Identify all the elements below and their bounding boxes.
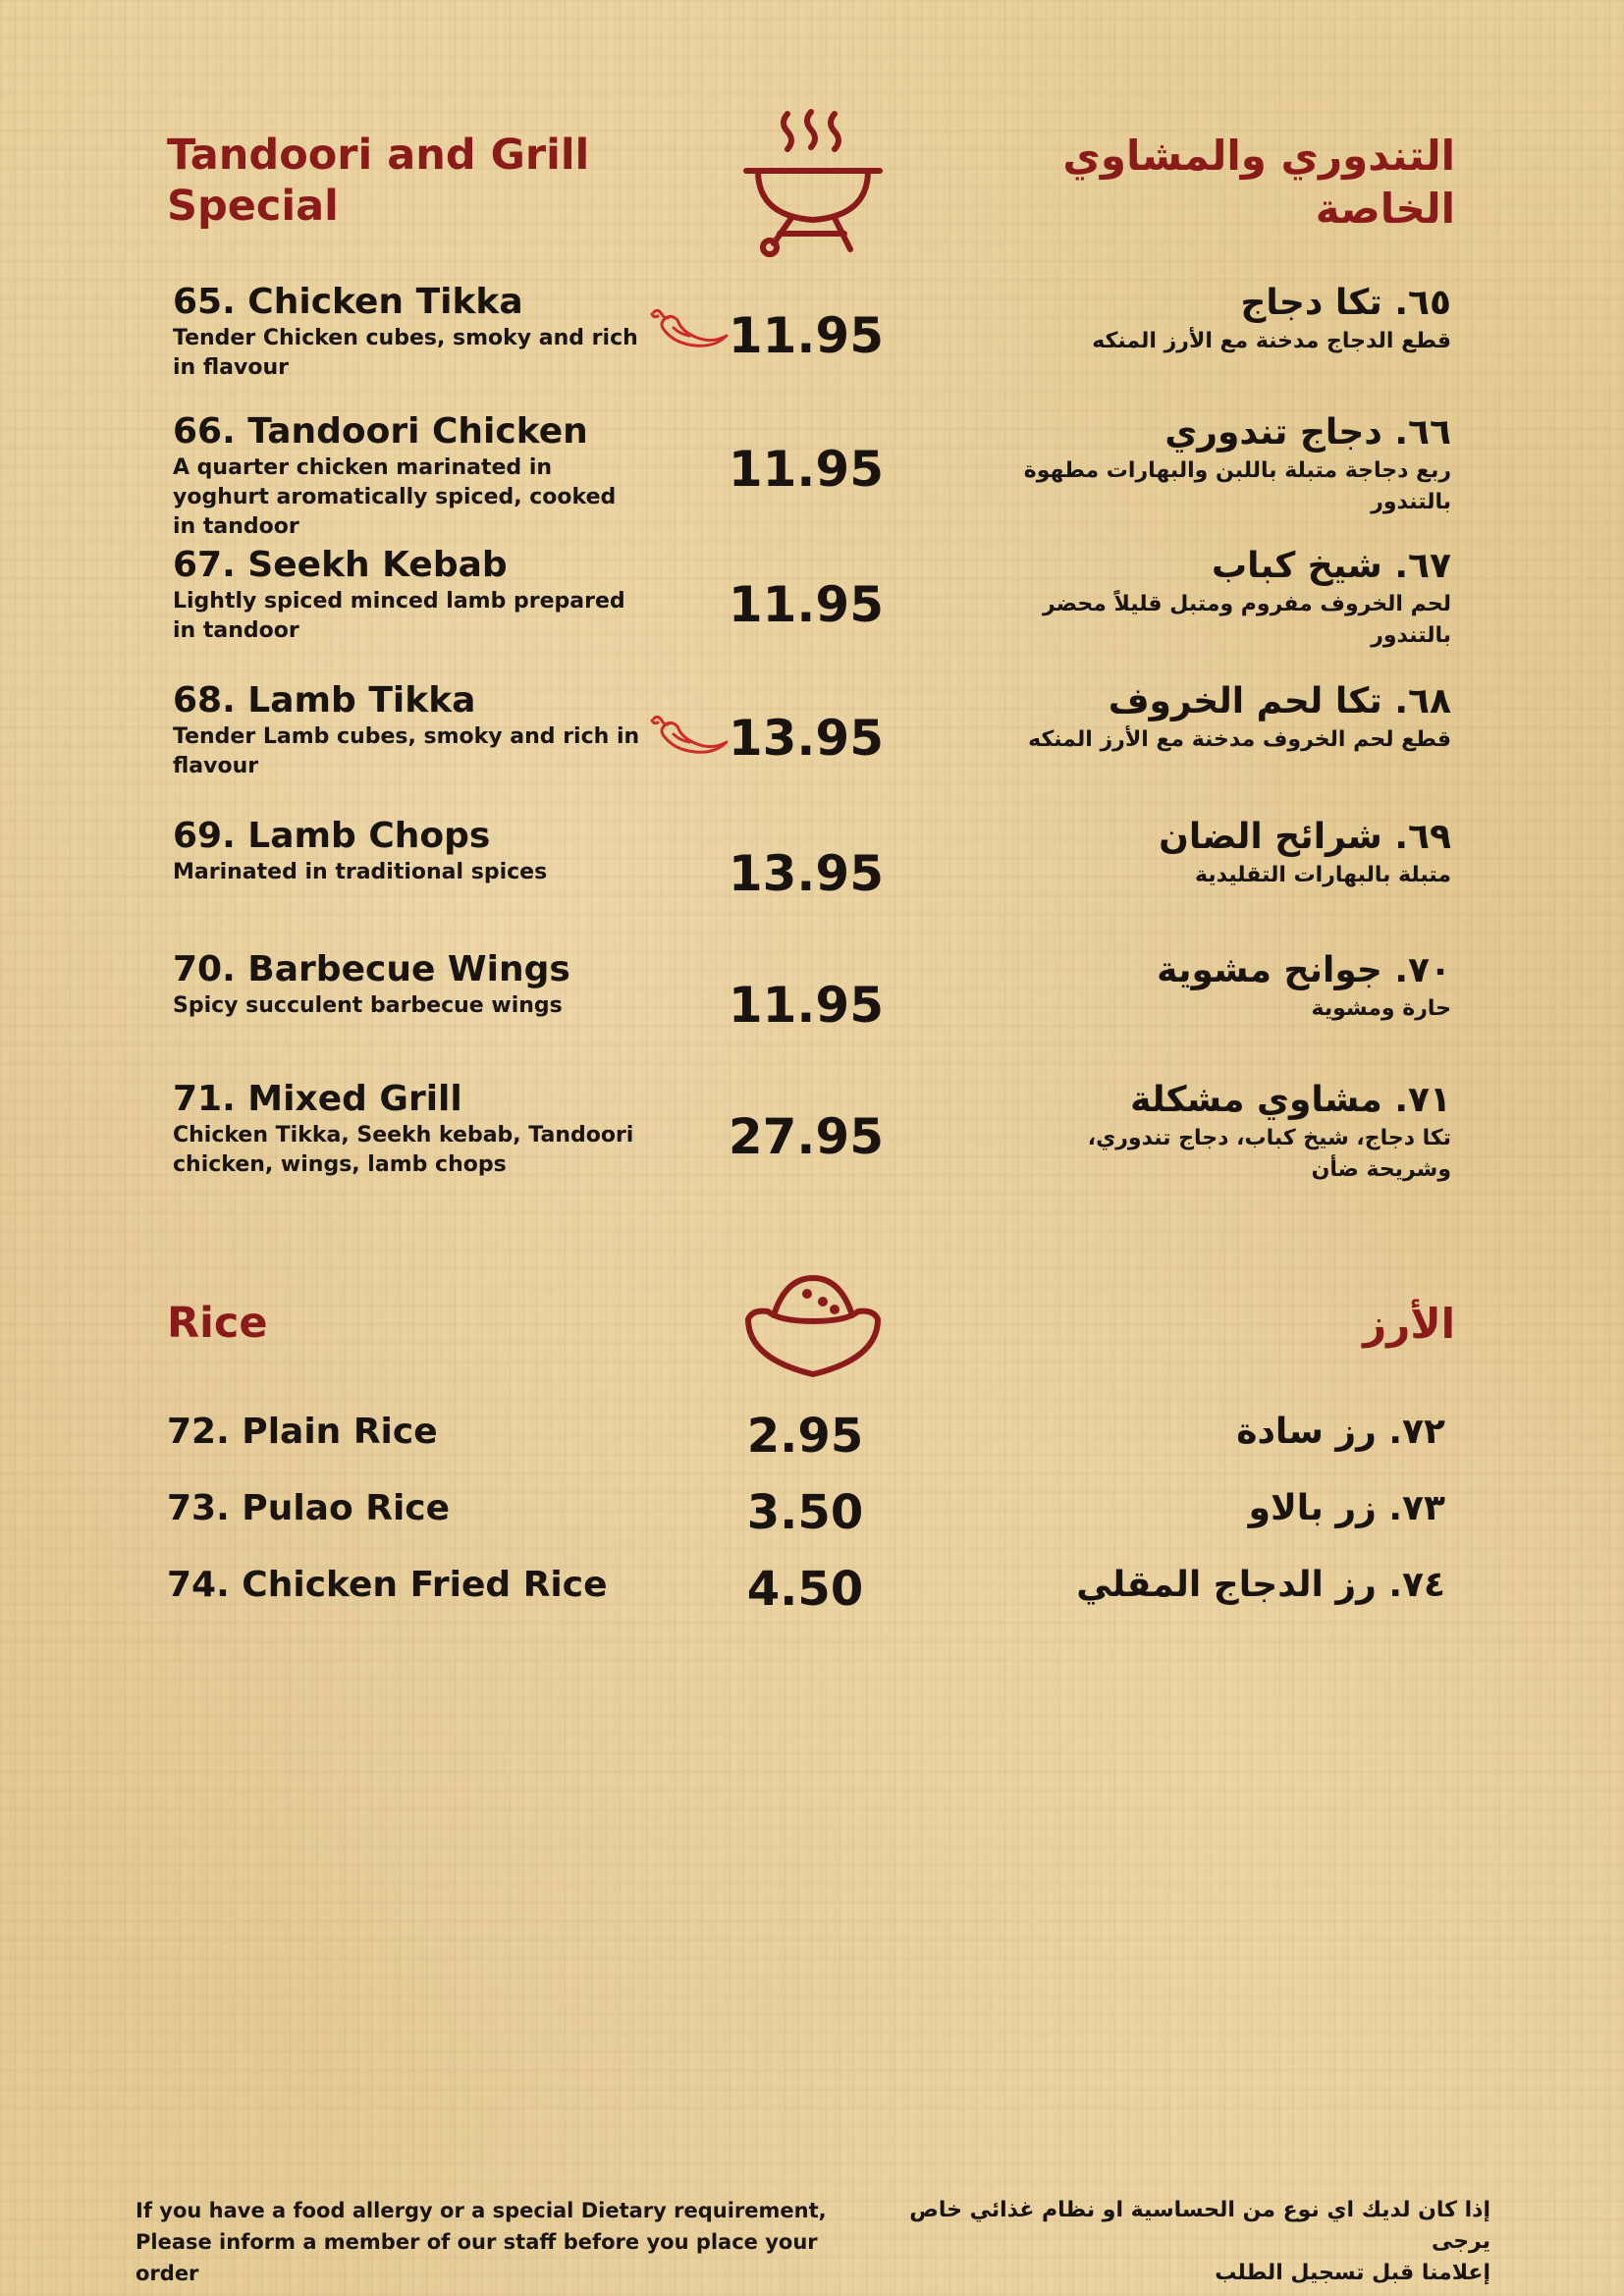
item-name: 68. Lamb Tikka [173,680,476,721]
allergy-notice-line-ar: إعلامنا قبل تسجيل الطلب [1215,2261,1490,2285]
item-description: Spicy succulent barbecue wings [173,993,563,1018]
item-name-ar: ٦٥. تكا دجاج [1240,283,1451,323]
tandoori-section-title-en: Tandoori and Grill Special [167,131,590,231]
allergy-notice-line: If you have a food allergy or a special Dietary requirement, [135,2199,827,2222]
rice-item-name: 72. Plain Rice [167,1412,438,1452]
item-name-ar: ٦٩. شرائح الضان [1159,817,1451,857]
item-description: Tender Chicken cubes, smoky and rich in flavour [173,326,638,380]
rice-item-name: 74. Chicken Fried Rice [167,1565,608,1605]
menu-item-ar [1000,948,1451,1025]
allergy-notice-ar [882,2195,1490,2289]
item-name-ar: ٧١. مشاوي مشكلة [1130,1080,1451,1120]
item-description-ar: لحم الخروف مفروم ومتبل قليلاً محضر بالتندور [1043,592,1451,648]
allergy-notice-line-ar: إذا كان لديك اي نوع من الحساسية او نظام غذائي خاص يرجى [909,2198,1490,2254]
item-description: Chicken Tikka, Seekh kebab, Tandoori chicken, wings, lamb chops [173,1123,634,1177]
item-description: Tender Lamb cubes, smoky and rich in flavour [173,724,640,778]
menu-item-ar [1000,679,1451,756]
menu-item-ar [1000,410,1451,518]
rice-section-title-ar: الأرز [1362,1300,1455,1348]
item-description: Marinated in traditional spices [173,860,548,884]
item-price: 11.95 [728,441,884,498]
rice-section-title-en: Rice [167,1299,268,1348]
rice-item-price: 4.50 [746,1562,864,1617]
menu-item-ar [1000,281,1451,357]
rice-item-name: 73. Pulao Rice [167,1488,451,1528]
rice-item-name-ar: ٧٤. رز الدجاج المقلي [1076,1565,1445,1605]
item-description-ar: متبلة بالبهارات التقليدية [1195,863,1451,887]
item-description-ar: قطع الدجاج مدخنة مع الأرز المنكه [1092,329,1451,353]
item-price: 11.95 [728,307,884,364]
item-description-ar: حارة ومشوية [1311,996,1451,1021]
menu-item-ar [1000,544,1451,652]
allergy-notice-en [135,2195,842,2289]
grill-icon [742,108,884,255]
menu-item-en [173,410,644,542]
item-price: 13.95 [728,845,884,902]
item-price: 27.95 [728,1108,884,1165]
menu-item-en [173,679,644,781]
item-description-ar: تكا دجاج، شيخ كباب، دجاج تندوري، وشريحة ضأن [1087,1126,1451,1182]
menu-item-en [173,281,644,383]
item-price: 11.95 [728,977,884,1034]
menu-item-ar [1000,815,1451,891]
item-name: 67. Seekh Kebab [173,545,508,585]
allergy-notice-line: Please inform a member of our staff before you place your order [135,2230,818,2285]
item-name: 66. Tandoori Chicken [173,411,588,452]
item-name: 70. Barbecue Wings [173,949,570,989]
item-price: 11.95 [728,576,884,633]
tandoori-section-title-ar: التندوري والمشاوي الخاصة [1062,132,1455,233]
item-name-ar: ٦٧. شيخ كباب [1211,546,1451,586]
rice-bowl-icon [744,1272,882,1380]
item-description: Lightly spiced minced lamb prepared in tandoor [173,589,625,643]
rice-item-price: 3.50 [746,1485,864,1540]
menu-item-en [173,544,644,646]
item-name-ar: ٦٦. دجاج تندوري [1164,412,1451,453]
item-name: 71. Mixed Grill [173,1079,462,1119]
item-name-ar: ٧٠. جوانح مشوية [1157,950,1451,990]
item-description-ar: قطع لحم الخروف مدخنة مع الأرز المنكه [1028,727,1451,752]
rice-item-name-ar: ٧٢. رز سادة [1236,1412,1445,1452]
menu-item-en [173,948,644,1021]
rice-item-price: 2.95 [746,1409,864,1464]
menu-item-en [173,815,644,887]
rice-item-name-ar: ٧٣. زر بالاو [1248,1488,1445,1528]
item-name-ar: ٦٨. تكا لحم الخروف [1108,681,1451,721]
item-description: A quarter chicken marinated in yoghurt aromatically spiced, cooked in tandoor [173,455,617,539]
item-name: 65. Chicken Tikka [173,282,523,322]
menu-item-ar [1000,1078,1451,1186]
item-price: 13.95 [728,710,884,767]
item-description-ar: ربع دجاجة متبلة باللبن والبهارات مطهوة بالتندور [1023,458,1451,514]
item-name: 69. Lamb Chops [173,816,491,856]
menu-item-en [173,1078,644,1180]
